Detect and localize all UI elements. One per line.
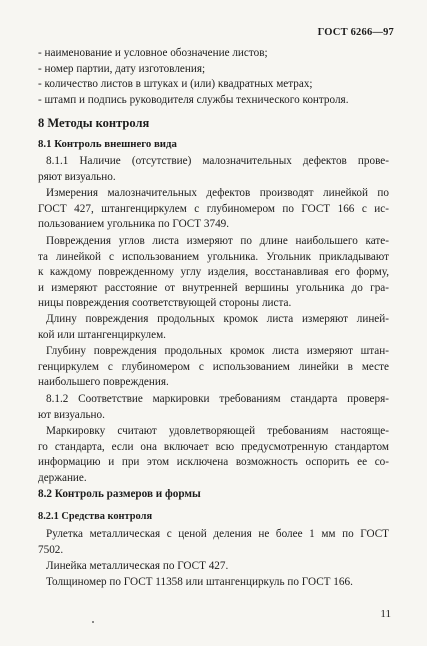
list-item: - количество листов в штуках и (или) квадратных метрах; [38, 78, 313, 91]
text-line: та линейкой с использованием угольника. Угольник прикладывают [38, 250, 389, 263]
list-item: - номер партии, дату изготовления; [38, 62, 206, 75]
section-8-2-heading: 8.2 Контроль размеров и формы [38, 488, 201, 500]
text-line: пользованием угольника по ГОСТ 3749. [38, 218, 230, 231]
text-line: 8.1.2 Соответствие маркировки требованиям стандарта проверя- [46, 393, 389, 405]
paragraph-tape-measure [38, 527, 389, 558]
paragraph-defect-measure [38, 186, 389, 233]
section-8-heading: 8 Методы контроля [38, 116, 150, 130]
section-8-1-heading: 8.1 Контроль внешнего вида [38, 138, 177, 150]
text-line: ГОСТ 427, штангенциркулем с глубиномером по ГОСТ 166 с ис- [38, 202, 389, 215]
text-line: наибольшего повреждения. [38, 376, 169, 389]
text-line: информацию и при этом исключена возможность оспорить ее со- [38, 456, 389, 469]
text-line: Линейка металлическая по ГОСТ 427. [46, 560, 229, 572]
paragraph-corner-damage [38, 234, 389, 312]
text-line: держание. [38, 471, 87, 484]
text-line: ют визуально. [38, 408, 105, 421]
standard-header: ГОСТ 6266—97 [317, 27, 394, 38]
text-line: 7502. [38, 543, 64, 556]
list-item: - наименование и условное обозначение листов; [38, 47, 268, 59]
text-line: ряют визуально. [38, 170, 116, 183]
paragraph-8-1-1 [38, 154, 389, 185]
text-line: Толщиномер по ГОСТ 11358 или штангенциркуль по ГОСТ 166. [46, 576, 353, 588]
paragraph-ruler [38, 559, 389, 575]
paragraph-marking [38, 424, 389, 486]
scan-speck [92, 621, 94, 623]
paragraph-8-1-2 [38, 392, 389, 423]
text-line: го стандарта, если она включает всю предусмотренную стандартом [38, 440, 389, 453]
text-line: 8.1.1 Наличие (отсутствие) малозначительных дефектов прове- [46, 155, 389, 167]
paragraph-thickness-gauge [38, 575, 389, 591]
list-item: - штамп и подпись руководителя службы технического контроля. [38, 93, 349, 106]
text-line: генциркулем с глубиномером с использованием линейки в месте [38, 360, 389, 373]
text-line: Измерения малозначительных дефектов производят линейкой по [46, 187, 389, 199]
text-line: Рулетка металлическая с ценой деления не более 1 мм по ГОСТ [46, 528, 389, 540]
section-8-2-1-heading: 8.2.1 Средства контроля [38, 511, 153, 522]
requirements-list [38, 46, 398, 108]
page-number: 11 [380, 608, 391, 620]
text-line: Повреждения углов листа измеряют по длине наибольшего кате- [46, 235, 389, 247]
paragraph-edge-length [38, 312, 389, 343]
text-line: ницы повреждения соответствующей стороны листа. [38, 297, 292, 310]
text-line: Длину повреждения продольных кромок листа измеряют линей- [46, 313, 389, 325]
text-line: Маркировку считают удовлетворяющей требованиям настояще- [46, 425, 389, 437]
text-line: и измеряют расстояние от внутренней вершины угольника до гра- [38, 281, 389, 294]
text-line: Глубину повреждения продольных кромок листа измеряют штан- [46, 345, 389, 357]
text-line: к каждому поврежденному углу изделия, восстанавливая его форму, [38, 266, 389, 279]
paragraph-edge-depth [38, 344, 389, 391]
text-line: кой или штангенциркулем. [38, 328, 166, 341]
